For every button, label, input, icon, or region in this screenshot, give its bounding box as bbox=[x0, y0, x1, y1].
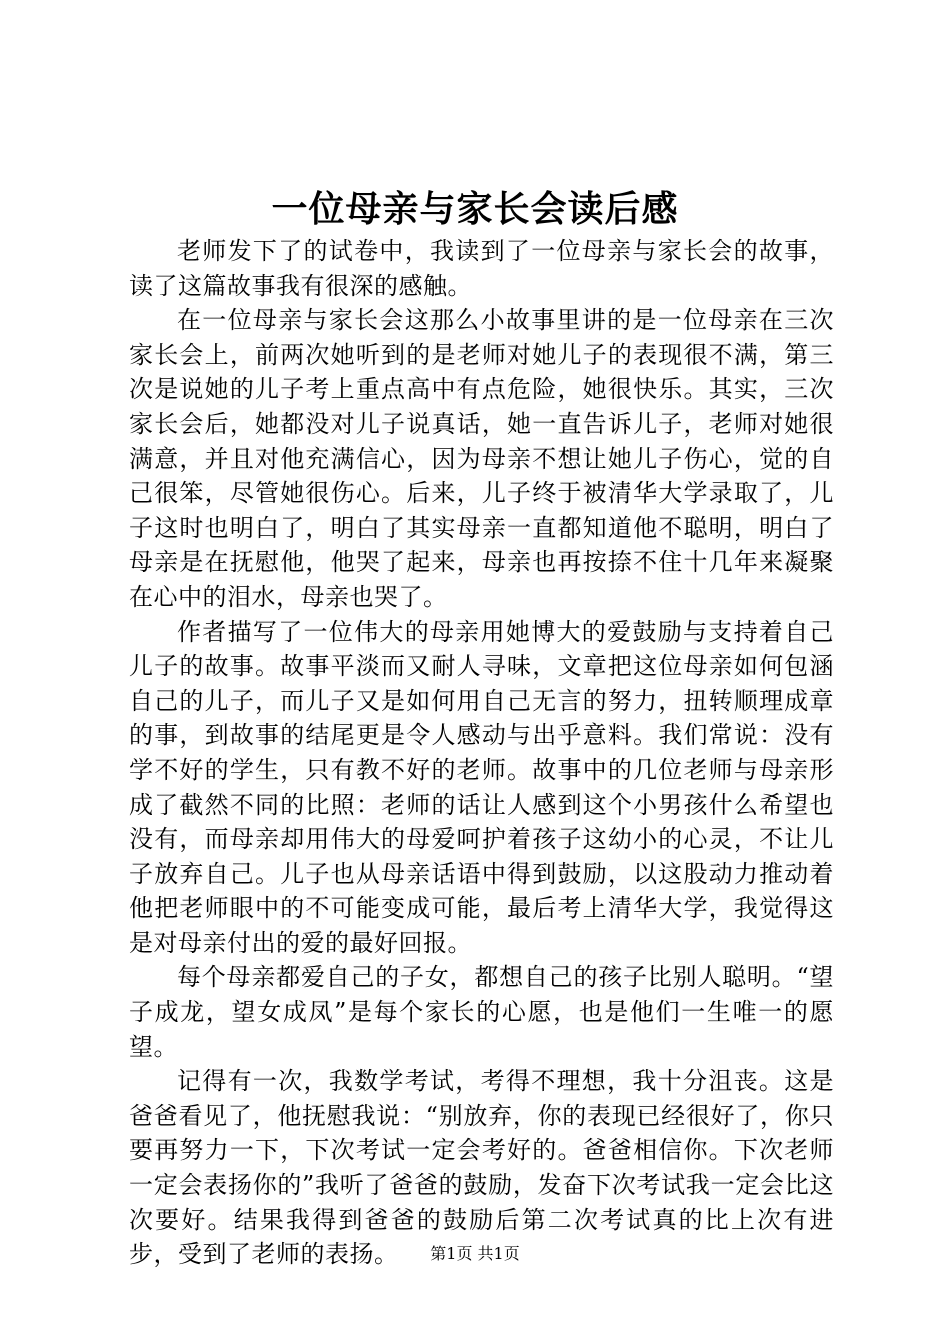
paragraph-5: 记得有一次，我数学考试，考得不理想，我十分沮丧。这是爸爸看见了，他抚慰我说：“别放弃，你的表现已经很好了，你只要再努力一下，下次考试一定会考好的。爸爸相信你。下次老师一定会表扬你的”我听了爸爸的鼓励，发奋下次考试我一定会比这次要好。结果我得到爸爸的鼓励后第二次考试真的比上次有进步，受到了老师的表扬。 bbox=[129, 1067, 834, 1269]
page-footer: 第1页 共1页 bbox=[430, 1244, 520, 1263]
document-body bbox=[129, 234, 834, 1272]
paragraph-1: 老师发下了的试卷中，我读到了一位母亲与家长会的故事，读了这篇故事我有很深的感触。 bbox=[129, 237, 834, 300]
paragraph-3: 作者描写了一位伟大的母亲用她博大的爱鼓励与支持着自己儿子的故事。故事平淡而又耐人寻味，文章把这位母亲如何包涵自己的儿子，而儿子又是如何用自己无言的努力，扭转顺理成章的事，到故事的结尾更是令人感动与出乎意料。我们常说：没有学不好的学生，只有教不好的老师。故事中的几位老师与母亲形成了截然不同的比照：老师的话让人感到这个小男孩什么希望也没有，而母亲却用伟大的母爱呵护着孩子这幼小的心灵，不让儿子放弃自己。儿子也从母亲话语中得到鼓励，以这股动力推动着他把老师眼中的不可能变成可能，最后考上清华大学，我觉得这是对母亲付出的爱的最好回报。 bbox=[129, 617, 834, 957]
paragraph-2: 在一位母亲与家长会这那么小故事里讲的是一位母亲在三次家长会上，前两次她听到的是老师对她儿子的表现很不满，第三次是说她的儿子考上重点高中有点危险，她很快乐。其实，三次家长会后，她都没对儿子说真话，她一直告诉儿子，老师对她很满意，并且对他充满信心，因为母亲不想让她儿子伤心，觉的自己很笨，尽管她很伤心。后来，儿子终于被清华大学录取了，儿子这时也明白了，明白了其实母亲一直都知道他不聪明，明白了母亲是在抚慰他，他哭了起来，母亲也再按捺不住十几年来凝聚在心中的泪水，母亲也哭了。 bbox=[129, 306, 834, 611]
paragraph-4: 每个母亲都爱自己的子女，都想自己的孩子比别人聪明。“望子成龙，望女成凤”是每个家长的心愿，也是他们一生唯一的愿望。 bbox=[129, 963, 834, 1061]
document-title: 一位母亲与家长会读后感 bbox=[271, 188, 679, 230]
